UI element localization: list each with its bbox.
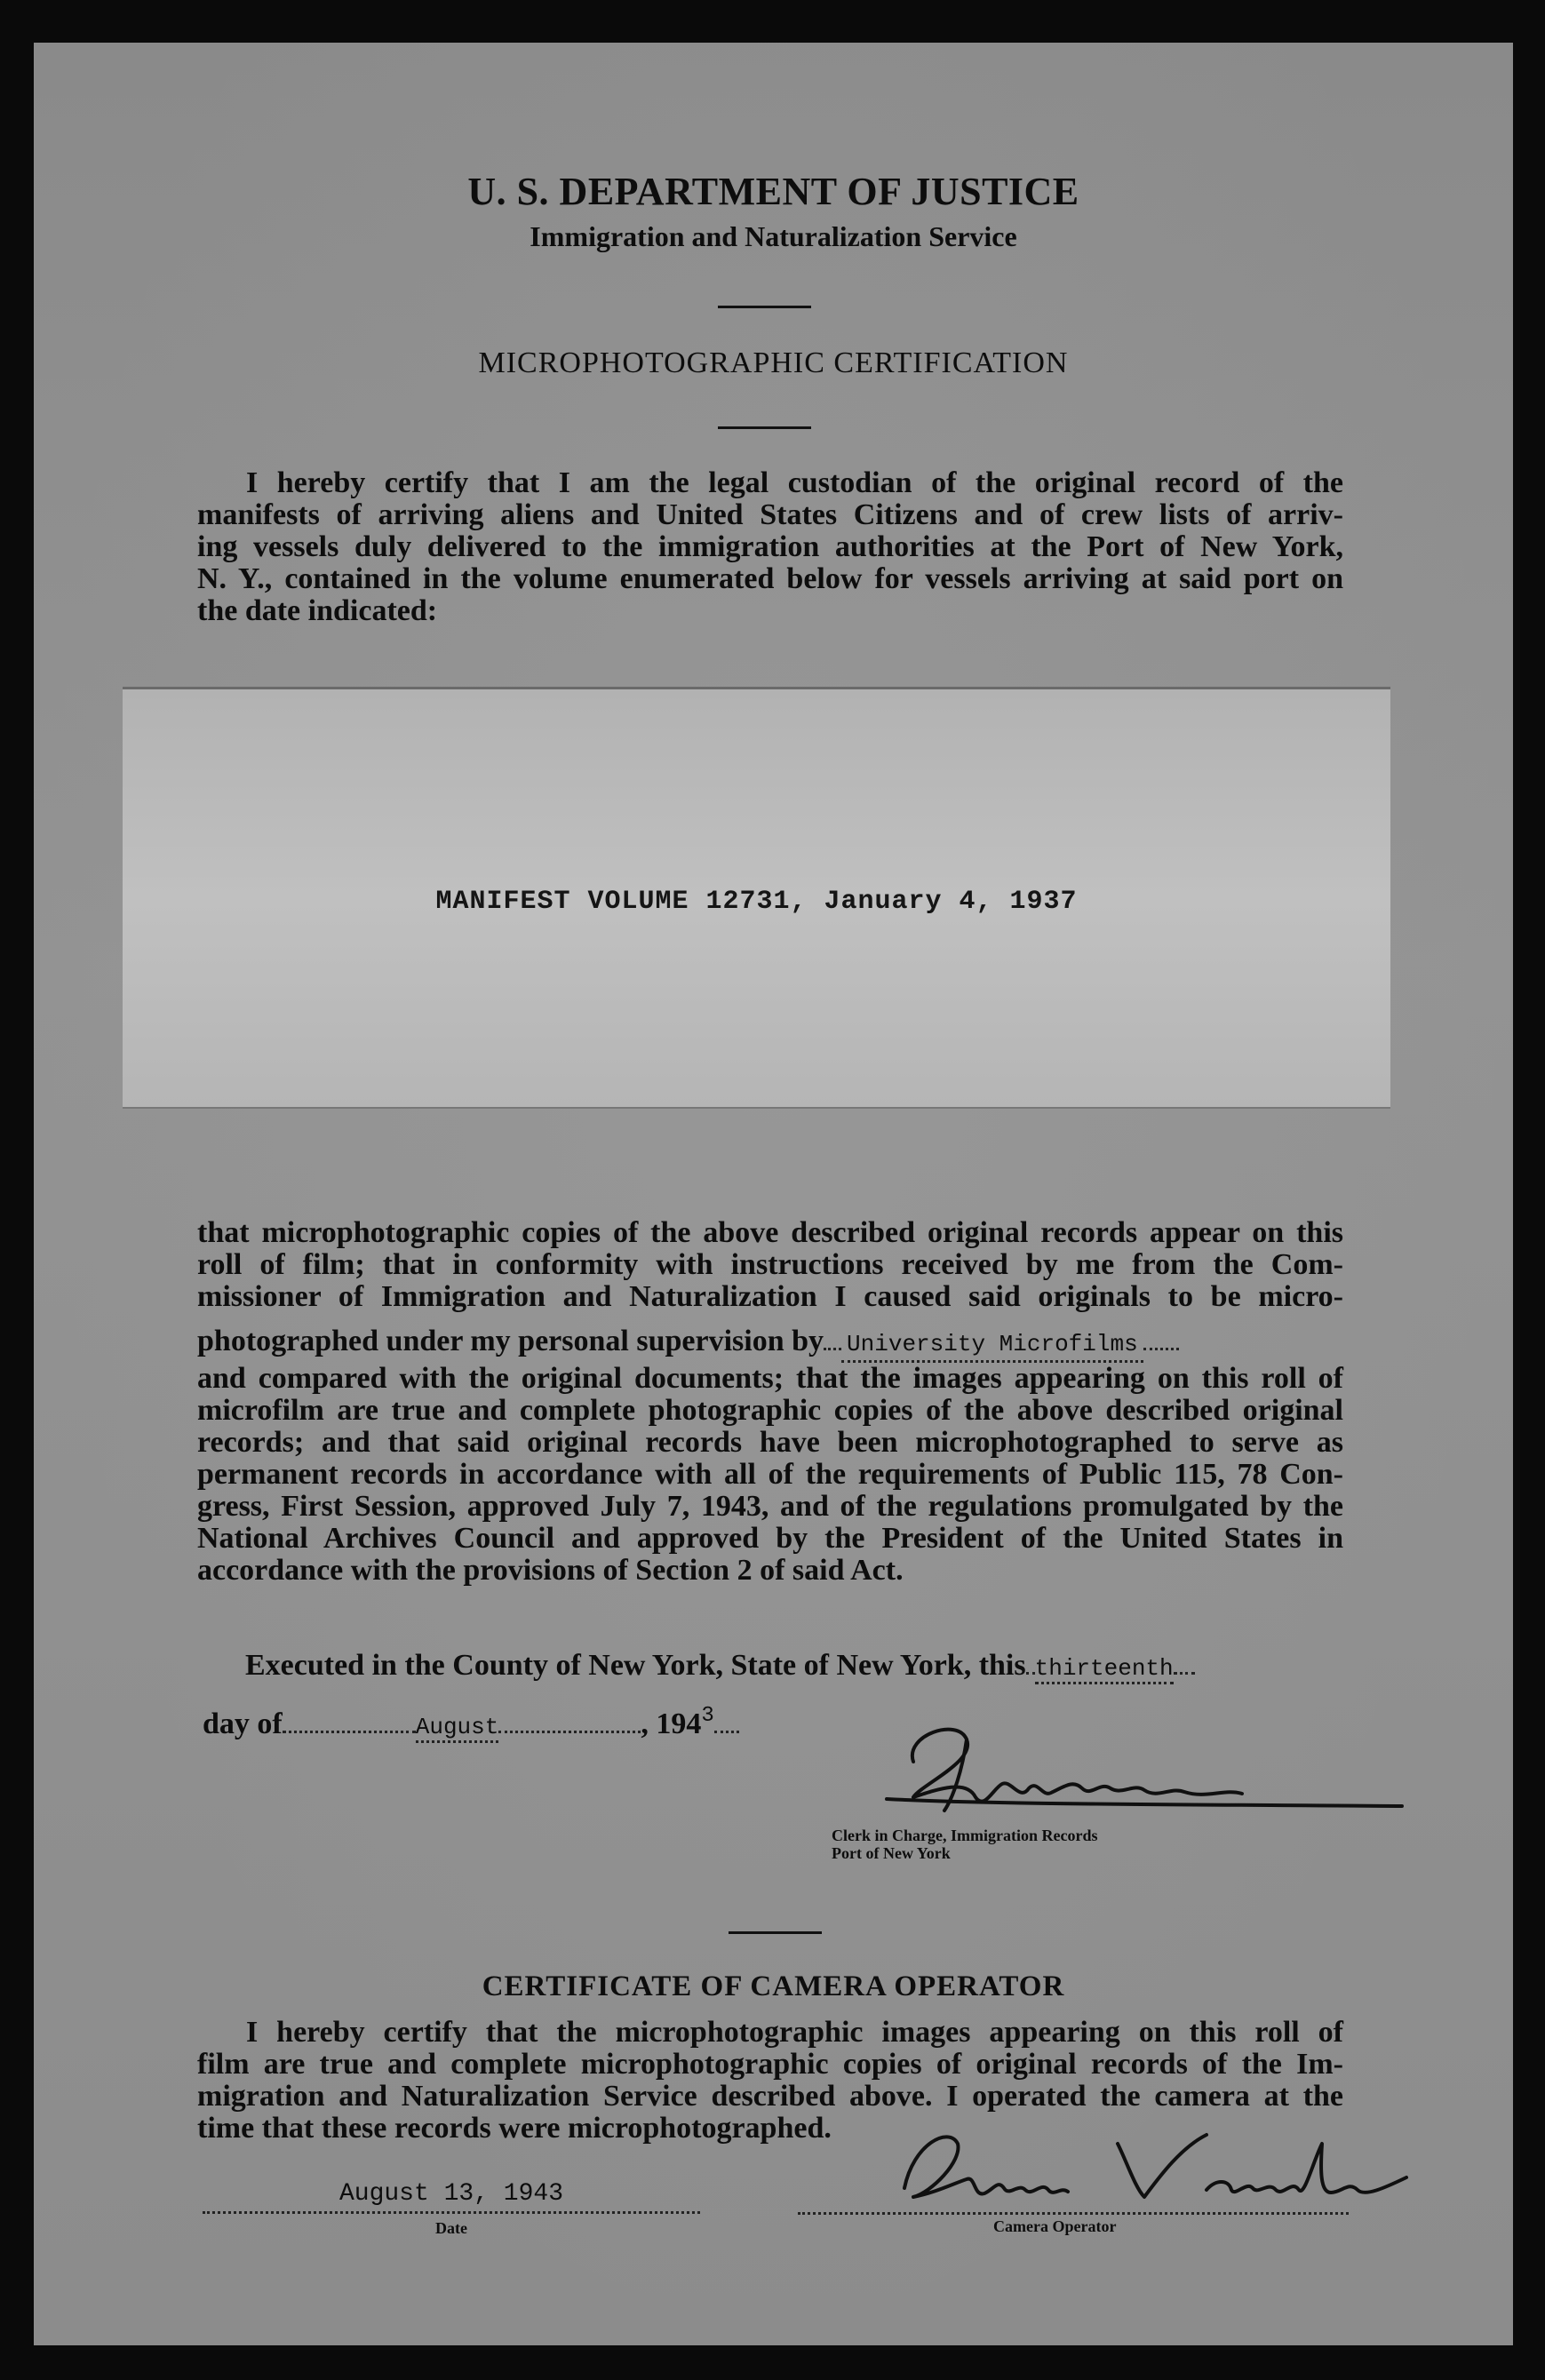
cert-line: I hereby certify that I am the legal custodian of the original record of the xyxy=(246,466,1343,499)
body-line: accordance with the provisions of Section 2 of said Act. xyxy=(197,1554,904,1587)
camera-line: film are true and complete microphotographic copies of original records of the Im- xyxy=(197,2048,1343,2081)
body-line: and compared with the original documents; that the images appearing on this roll of xyxy=(197,1362,1343,1395)
executed-day: thirteenth xyxy=(1035,1655,1174,1684)
department-title: U. S. DEPARTMENT OF JUSTICE xyxy=(467,170,1079,213)
section-title: MICROPHOTOGRAPHIC CERTIFICATION xyxy=(478,346,1069,379)
camera-operator-label: Camera Operator xyxy=(993,2217,1117,2235)
body-line: gress, First Session, approved July 7, 1943, and of the regulations promulgated by the xyxy=(197,1490,1343,1523)
cert-line: manifests of arriving aliens and United States Citizens and of crew lists of arriv- xyxy=(197,498,1343,531)
year-prefix: , 194 xyxy=(641,1707,702,1740)
photographed-by-line xyxy=(197,1325,1343,1363)
body-line: missioner of Immigration and Naturalization I caused said originals to be micro- xyxy=(197,1280,1343,1313)
clerk-title-block xyxy=(832,1827,1097,1862)
body-line: records; and that said original records have been microphotographed to serve as xyxy=(197,1426,1343,1459)
certification-paragraph xyxy=(197,467,1343,627)
divider-rule-3 xyxy=(729,1931,822,1934)
date-field xyxy=(203,2180,700,2238)
clerk-signature xyxy=(851,1699,1437,1842)
divider-rule-1 xyxy=(718,306,811,308)
body-line: National Archives Council and approved by the President of the United States in xyxy=(197,1522,1343,1555)
camera-line: migration and Naturalization Service described above. I operated the camera at the xyxy=(197,2080,1343,2113)
body-paragraph xyxy=(197,1217,1343,1587)
month-value: August xyxy=(416,1714,499,1743)
day-of-line xyxy=(203,1704,739,1743)
clerk-port: Port of New York xyxy=(832,1844,951,1862)
body-line: that microphotographic copies of the above described original records appear on this xyxy=(197,1216,1343,1249)
camera-operator-title: CERTIFICATE OF CAMERA OPERATOR xyxy=(482,1970,1065,2002)
cert-line: the date indicated: xyxy=(197,594,438,627)
divider-rule-2 xyxy=(718,426,811,429)
certificate-page xyxy=(34,43,1513,2345)
camera-line: time that these records were microphotographed. xyxy=(197,2112,832,2145)
camera-line: I hereby certify that the microphotographic images appearing on this roll of xyxy=(246,2016,1343,2049)
executed-line xyxy=(245,1649,1195,1684)
operator-signature xyxy=(851,2108,1420,2224)
photographed-prefix: photographed under my personal supervision by xyxy=(197,1325,824,1357)
photographer-name: University Microfilms xyxy=(841,1328,1143,1363)
body-line: roll of film; that in conformity with instructions received by me from the Com- xyxy=(197,1248,1343,1281)
cert-line: N. Y., contained in the volume enumerated below for vessels arriving at said port on xyxy=(197,562,1343,595)
service-subtitle: Immigration and Naturalization Service xyxy=(530,220,1017,252)
executed-prefix: Executed in the County of New York, State of New York, this xyxy=(245,1649,1026,1682)
cert-line: ing vessels duly delivered to the immigration authorities at the Port of New York, xyxy=(197,530,1343,563)
date-label: Date xyxy=(435,2219,467,2237)
body-line: permanent records in accordance with all of the requirements of Public 115, 78 Con- xyxy=(197,1458,1343,1491)
clerk-title: Clerk in Charge, Immigration Records xyxy=(832,1827,1098,1844)
body-line: microfilm are true and complete photographic copies of the above described original xyxy=(197,1394,1343,1427)
day-of-prefix: day of xyxy=(203,1707,283,1740)
manifest-slip xyxy=(123,687,1390,1109)
manifest-volume-text: MANIFEST VOLUME 12731, January 4, 1937 xyxy=(435,887,1078,917)
date-value: August 13, 1943 xyxy=(203,2180,700,2214)
year-digit: 3 xyxy=(701,1704,714,1728)
